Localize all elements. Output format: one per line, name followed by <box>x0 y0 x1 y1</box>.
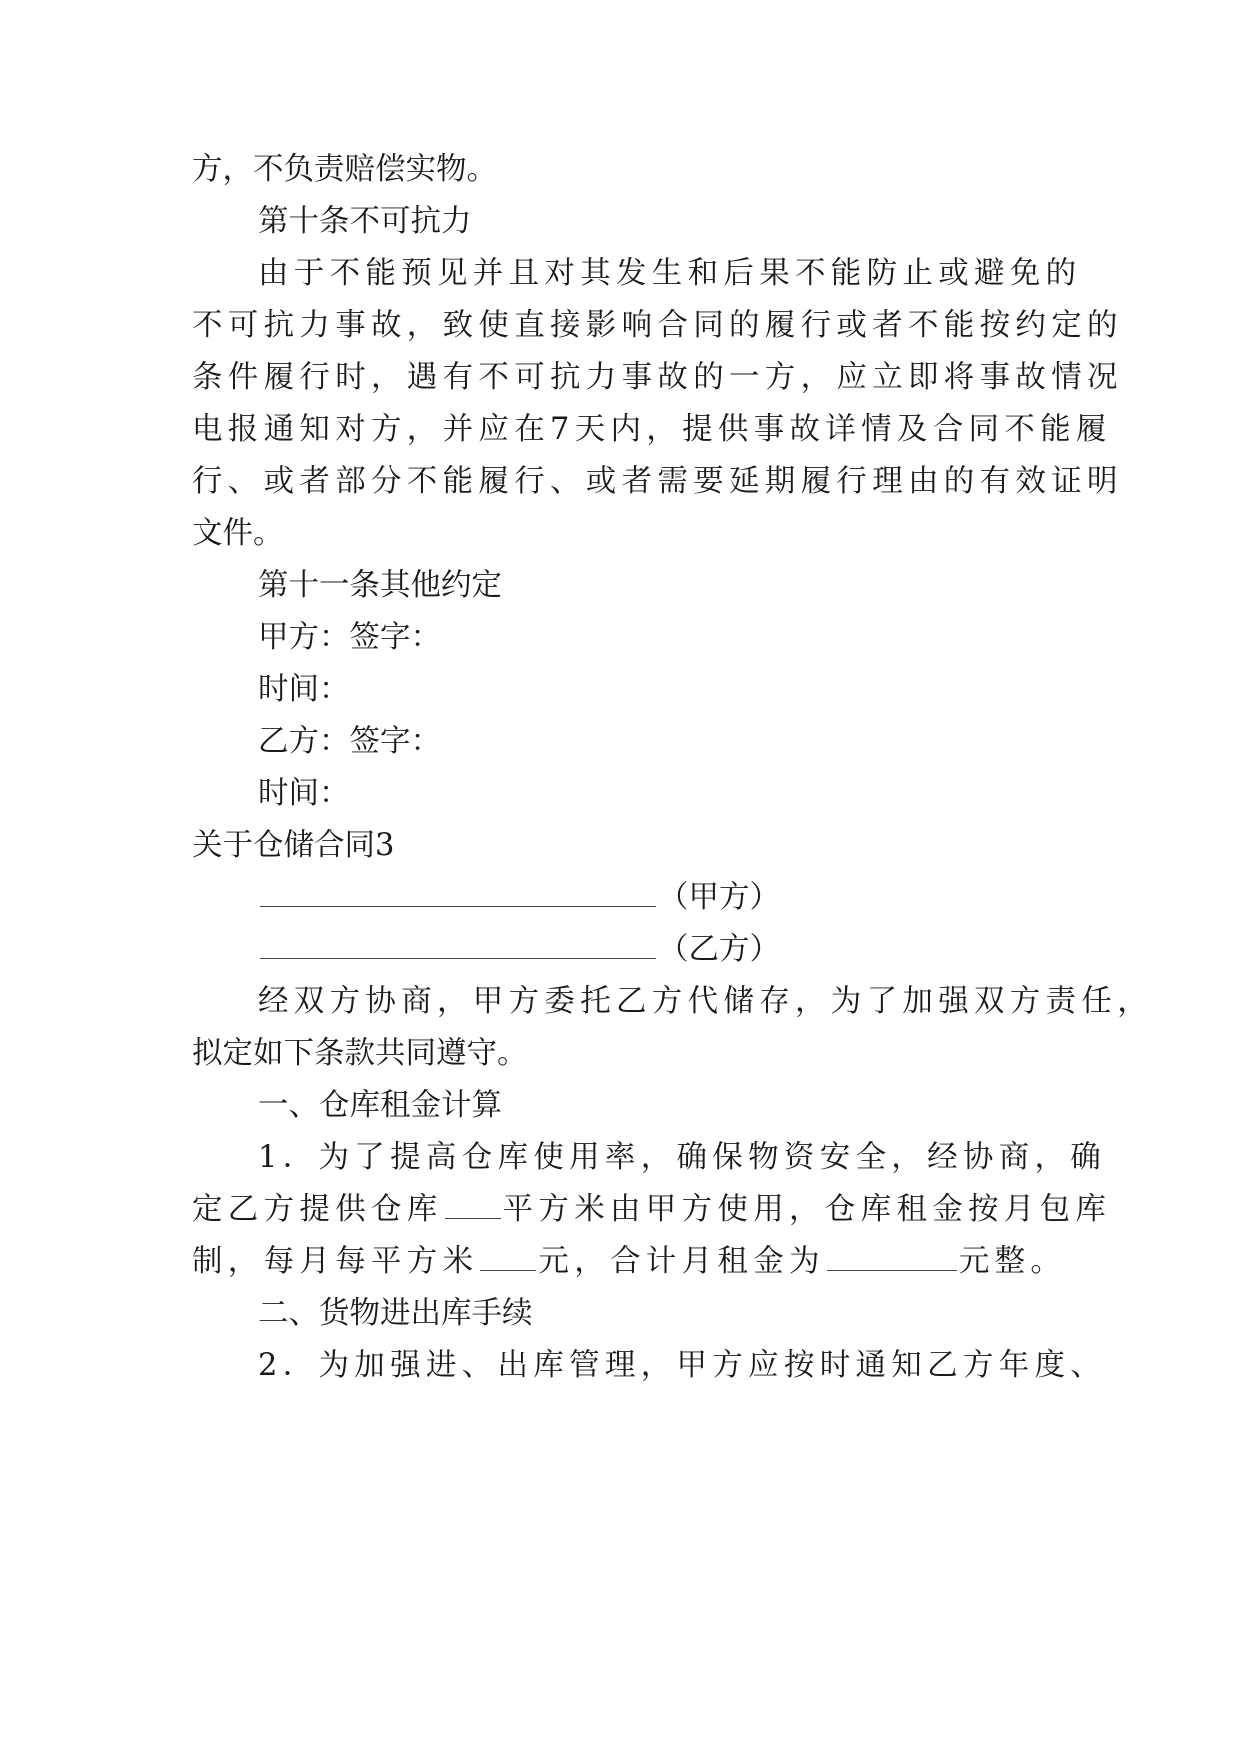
party-a-line <box>258 878 780 918</box>
section-heading-article-11: 第十一条其他约定 <box>258 568 502 603</box>
party-a-signature-label: 甲方：签字： <box>258 620 441 655</box>
clause-text: 元整。 <box>958 1244 1067 1279</box>
party-b-label: （乙方） <box>658 932 780 967</box>
clause-text: 定乙方提供仓库 <box>192 1192 443 1227</box>
clause-text: 制，每月每平方米 <box>192 1244 479 1279</box>
clause-text: 元，合计月租金为 <box>538 1244 825 1279</box>
paragraph-line: 行、或者部分不能履行、或者需要延期履行理由的有效证明 <box>192 464 1123 499</box>
clause-text: 平方米由甲方使用，仓库租金按月包库 <box>502 1192 1112 1227</box>
party-b-date-label: 时间： <box>258 776 350 811</box>
party-a-name-blank <box>260 902 656 907</box>
party-a-date-label: 时间： <box>258 672 350 707</box>
contract-title: 关于仓储合同3 <box>192 828 395 863</box>
paragraph-line: 文件。 <box>192 516 284 551</box>
paragraph-line: 由于不能预见并且对其发生和后果不能防止或避免的 <box>258 256 1082 291</box>
paragraph-line: 不可抗力事故，致使直接影响合同的履行或者不能按约定的 <box>192 308 1123 343</box>
paragraph-line: 拟定如下条款共同遵守。 <box>192 1036 528 1071</box>
paragraph-line: 方，不负责赔偿实物。 <box>192 152 497 187</box>
party-b-name-blank <box>260 954 656 959</box>
clause-1-line <box>192 1190 1111 1230</box>
paragraph-line: 电报通知对方，并应在7天内，提供事故详情及合同不能履 <box>192 412 1112 447</box>
section-heading-rent: 一、仓库租金计算 <box>258 1088 502 1123</box>
monthly-rent-blank <box>827 1266 957 1271</box>
section-heading-inout: 二、货物进出库手续 <box>258 1296 533 1331</box>
section-heading-article-10: 第十条不可抗力 <box>258 204 472 239</box>
clause-2-line: 2．为加强进、出库管理，甲方应按时通知乙方年度、 <box>258 1348 1107 1383</box>
area-blank <box>445 1214 501 1219</box>
paragraph-line: 条件履行时，遇有不可抗力事故的一方，应立即将事故情况 <box>192 360 1123 395</box>
unit-price-blank <box>480 1266 536 1271</box>
clause-1-line <box>192 1242 1066 1282</box>
paragraph-line: 经双方协商，甲方委托乙方代储存，为了加强双方责任， <box>258 984 1153 1019</box>
clause-1-line: 1．为了提高仓库使用率，确保物资安全，经协商，确 <box>258 1140 1107 1175</box>
party-b-line <box>258 930 780 970</box>
party-a-label: （甲方） <box>658 880 780 915</box>
party-b-signature-label: 乙方：签字： <box>258 724 441 759</box>
